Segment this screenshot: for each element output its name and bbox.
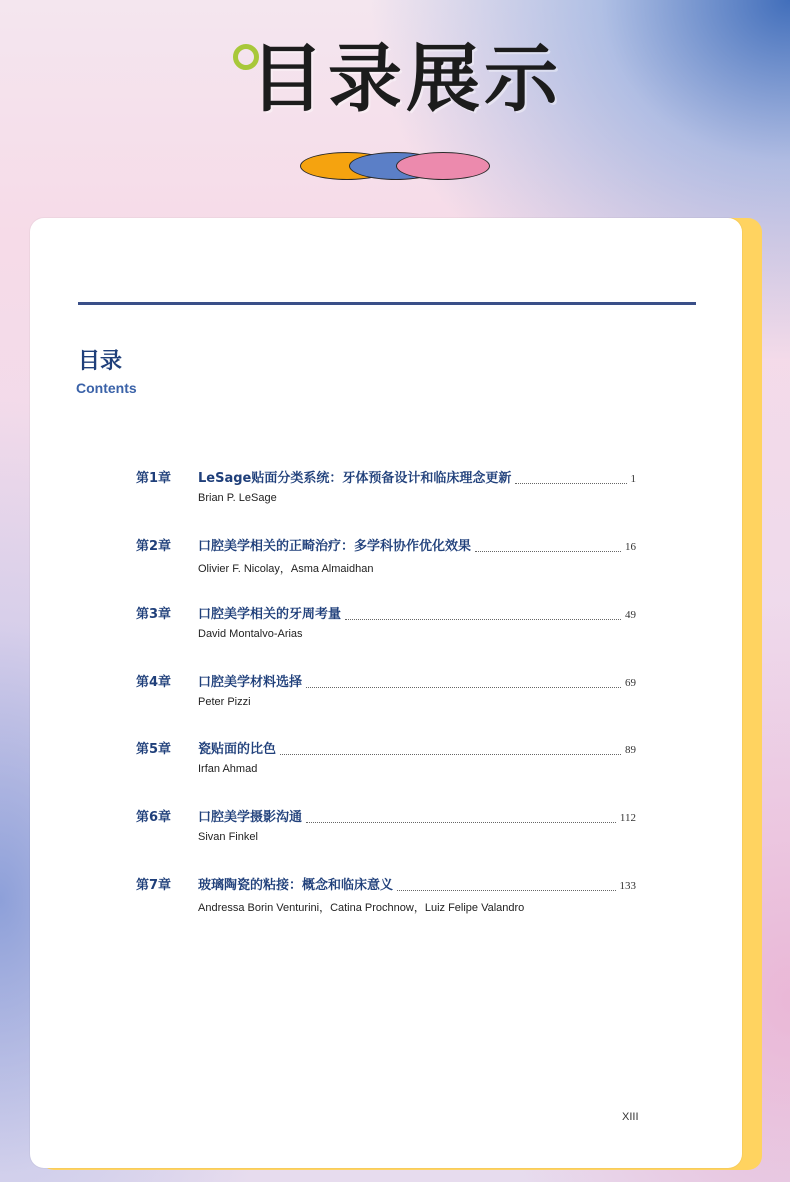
toc-heading: 目录: [78, 349, 123, 374]
chapter-title: 口腔美学摄影沟通: [198, 810, 303, 825]
chapter-number: 第3章: [136, 607, 172, 622]
leader-dots: [345, 619, 621, 620]
leader-dots: [280, 754, 621, 755]
chapter-number: 第4章: [136, 675, 172, 690]
chapter-number: 第2章: [136, 539, 172, 554]
pink-ellipse-ornament: [396, 152, 490, 180]
leader-dots: [306, 687, 621, 688]
chapter-page: 133: [619, 880, 636, 892]
chapter-title: 玻璃陶瓷的粘接：概念和临床意义: [198, 878, 394, 893]
chapter-authors: Sivan Finkel: [198, 831, 258, 843]
page-number: XIII: [622, 1111, 639, 1123]
toc-entry[interactable]: [136, 538, 636, 582]
chapter-page: 16: [625, 541, 636, 553]
chapter-number: 第1章: [136, 471, 172, 486]
chapter-authors: Peter Pizzi: [198, 696, 251, 708]
chapter-authors: Olivier F. Nicolay，Asma Almaidhan: [198, 563, 374, 575]
leader-dots: [475, 551, 621, 552]
chapter-number: 第7章: [136, 878, 172, 893]
chapter-page: 1: [630, 473, 636, 485]
toc-entry[interactable]: [136, 741, 636, 785]
chapter-authors: Brian P. LeSage: [198, 492, 277, 504]
leader-dots: [515, 483, 626, 484]
toc-entry[interactable]: [136, 674, 636, 718]
page-title: 目录展示: [250, 36, 562, 122]
leader-dots: [397, 890, 615, 891]
chapter-title: 口腔美学相关的正畸治疗：多学科协作优化效果: [198, 539, 472, 554]
leader-dots: [306, 822, 616, 823]
toc-entry[interactable]: [136, 470, 636, 514]
chapter-title: LeSage贴面分类系统：牙体预备设计和临床理念更新: [198, 471, 512, 486]
chapter-page: 112: [619, 812, 636, 824]
toc-card: [30, 218, 742, 1168]
chapter-authors: Andressa Borin Venturini，Catina Prochnow，Luiz Felipe Valandro: [198, 902, 525, 914]
chapter-title: 口腔美学材料选择: [198, 675, 303, 690]
chapter-authors: David Montalvo-Arias: [198, 628, 303, 640]
chapter-number: 第5章: [136, 742, 172, 757]
chapter-authors: Irfan Ahmad: [198, 763, 258, 775]
chapter-title: 瓷贴面的比色: [198, 742, 277, 757]
chapter-page: 69: [625, 677, 636, 689]
toc-entry[interactable]: [136, 809, 636, 853]
toc-entry[interactable]: [136, 877, 636, 921]
chapter-page: 49: [625, 609, 636, 621]
chapter-page: 89: [625, 744, 636, 756]
chapter-number: 第6章: [136, 810, 172, 825]
header-rule: [78, 302, 696, 305]
header-banner: [0, 0, 790, 200]
toc-subheading: Contents: [76, 380, 137, 396]
chapter-title: 口腔美学相关的牙周考量: [198, 607, 342, 622]
toc-entry[interactable]: [136, 606, 636, 650]
